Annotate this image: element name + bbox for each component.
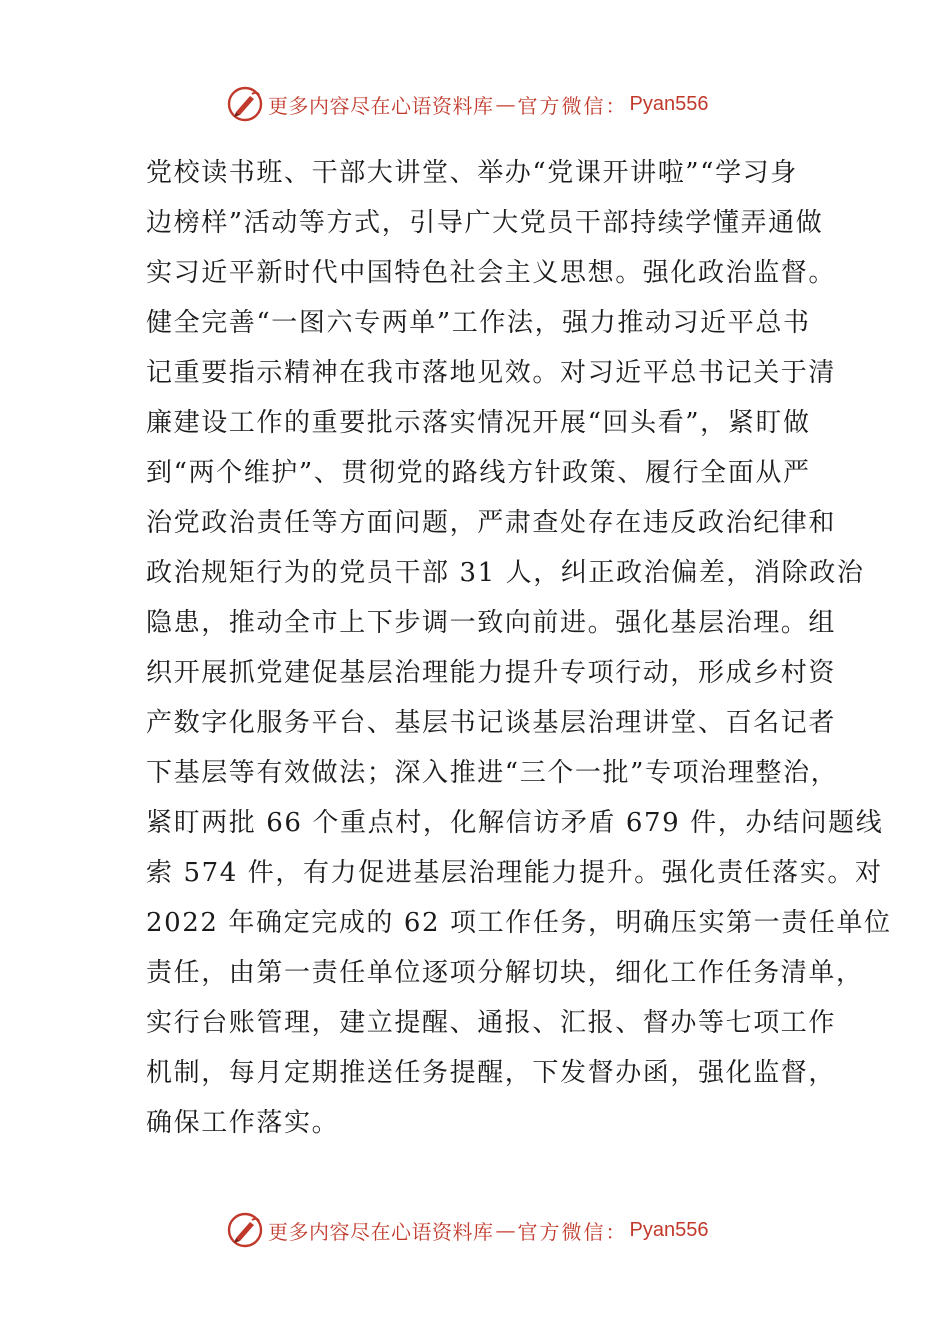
body-line: 紧盯两批 66 个重点村，化解信访矛盾 679 件，办结问题线 — [146, 808, 884, 838]
body-line: 隐患，推动全市上下步调一致向前进。强化基层治理。组 — [146, 608, 837, 638]
body-line: 健全完善“一图六专两单”工作法，强力推动习近平总书 — [146, 308, 811, 338]
body-line: 实行台账管理，建立提醒、通报、汇报、督办等七项工作 — [146, 1008, 837, 1038]
pen-logo-icon — [226, 85, 264, 123]
watermark-separator: — — [495, 1218, 516, 1242]
body-line: 到“两个维护”、贯彻党的路线方针政策、履行全面从严 — [146, 458, 811, 488]
body-line: 实习近平新时代中国特色社会主义思想。强化政治监督。 — [146, 258, 837, 288]
watermark-wechat-id: Pyan556 — [629, 92, 709, 115]
body-line: 织开展抓党建促基层治理能力提升专项行动，形成乡村资 — [146, 658, 837, 688]
pen-logo-icon — [226, 1211, 264, 1249]
body-line: 政治规矩行为的党员干部 31 人，纠正政治偏差，消除政治 — [146, 558, 865, 588]
watermark-wechat-label: 官方微信： — [517, 93, 628, 118]
footer-watermark — [226, 1208, 708, 1252]
watermark-separator: — — [495, 92, 516, 116]
body-line: 边榜样”活动等方式，引导广大党员干部持续学懂弄通做 — [146, 208, 824, 238]
body-line: 确保工作落实。 — [146, 1108, 340, 1138]
watermark-brand-text: 更多内容尽在心语资料库 — [268, 93, 494, 118]
watermark-wechat-id: Pyan556 — [629, 1218, 709, 1241]
watermark-wechat-label: 官方微信： — [517, 1219, 628, 1244]
body-line: 机制，每月定期推送任务提醒，下发督办函，强化监督， — [146, 1058, 837, 1088]
body-line: 记重要指示精神在我市落地见效。对习近平总书记关于清 — [146, 358, 837, 388]
body-line: 党校读书班、干部大讲堂、举办“党课开讲啦”“学习身 — [146, 158, 798, 188]
body-line: 2022 年确定完成的 62 项工作任务，明确压实第一责任单位 — [146, 908, 892, 938]
body-line: 治党政治责任等方面问题，严肃查处存在违反政治纪律和 — [146, 508, 837, 538]
body-line: 产数字化服务平台、基层书记谈基层治理讲堂、百名记者 — [146, 708, 837, 738]
body-line: 责任，由第一责任单位逐项分解切块，细化工作任务清单， — [146, 958, 864, 988]
header-watermark — [226, 82, 708, 126]
document-body — [146, 148, 892, 1148]
body-line: 索 574 件，有力促进基层治理能力提升。强化责任落实。对 — [146, 858, 883, 888]
body-line: 廉建设工作的重要批示落实情况开展“回头看”，紧盯做 — [146, 408, 811, 438]
watermark-brand-text: 更多内容尽在心语资料库 — [268, 1219, 494, 1244]
body-line: 下基层等有效做法；深入推进“三个一批”专项治理整治， — [146, 758, 839, 788]
